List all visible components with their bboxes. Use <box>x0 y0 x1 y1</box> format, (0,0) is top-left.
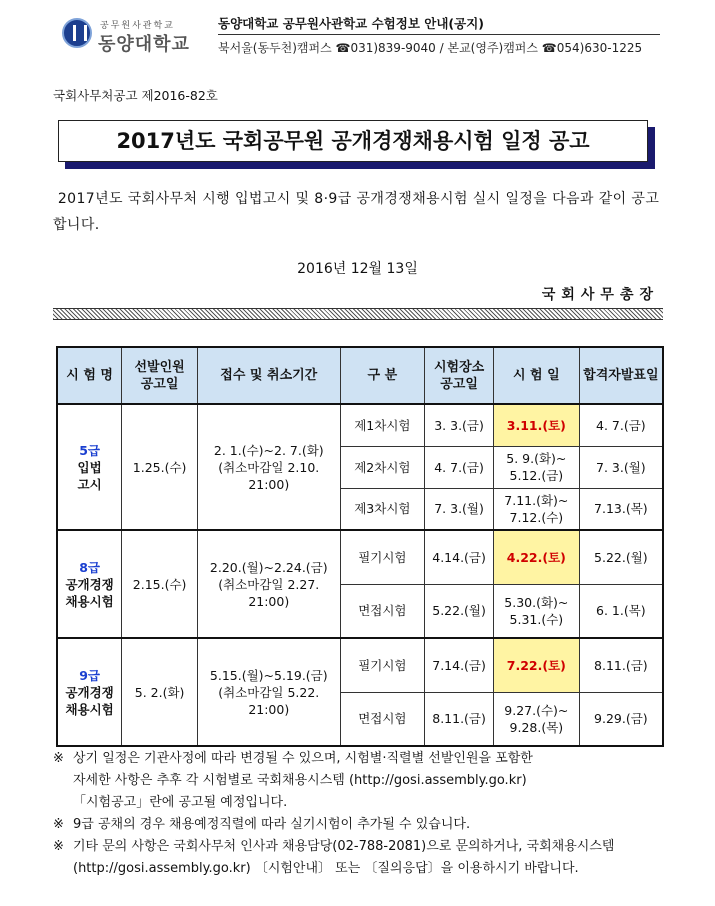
exam-name-line: 채용시험 <box>65 593 114 609</box>
venue-date-cell: 7. 3.(월) <box>425 488 494 530</box>
application-period-cell <box>197 530 340 638</box>
exam-name-line: 공개경쟁 <box>65 576 114 592</box>
cancel-deadline: (취소마감일 5.22. 21:00) <box>218 684 320 717</box>
notes-section <box>53 748 673 880</box>
table-row <box>57 530 663 584</box>
title-box <box>58 120 648 162</box>
table-row <box>57 638 663 692</box>
result-date-cell: 8.11.(금) <box>579 638 663 692</box>
header-heading: 동양대학교 공무원사관학교 수험정보 안내(공지) <box>218 16 484 31</box>
exam-level: 9급 <box>79 667 100 683</box>
hatched-divider <box>53 308 663 320</box>
application-period: 5.15.(월)~5.19.(금) <box>209 667 328 683</box>
cancel-deadline: (취소마감일 2.27. 21:00) <box>218 576 320 609</box>
application-period-cell <box>197 404 340 530</box>
column-header: 시험장소 공고일 <box>425 347 494 404</box>
note-text: 기타 문의 사항은 국회사무처 인사과 채용담당(02-788-2081)으로 문의하거나, 국회채용시스템 (http://gosi.assembly.go.kr) 〔시험안내〕 또는 〔질의응답〕을 이용하시기 바랍니다. <box>73 839 615 876</box>
result-date-cell: 4. 7.(금) <box>579 404 663 446</box>
column-header: 합격자발표일 <box>579 347 663 404</box>
announce-date-cell: 2.15.(수) <box>122 530 198 638</box>
column-header: 구 분 <box>340 347 425 404</box>
exam-type-cell: 면접시험 <box>340 692 425 746</box>
university-emblem-icon <box>62 18 92 48</box>
table-row <box>57 404 663 446</box>
intro-paragraph <box>53 186 663 238</box>
result-date-cell: 7.13.(목) <box>579 488 663 530</box>
exam-date-cell: 9.27.(수)~ 9.28.(목) <box>493 692 579 746</box>
notice-date: 2016년 12월 13일 <box>297 261 418 277</box>
result-date-cell: 5.22.(월) <box>579 530 663 584</box>
university-logo <box>62 14 212 54</box>
column-header: 시 험 일 <box>493 347 579 404</box>
exam-name-line: 입법 <box>77 459 102 475</box>
application-period-cell <box>197 638 340 746</box>
table-header-row <box>57 347 663 404</box>
notice-number: 국회사무처공고 제2016-82호 <box>53 88 218 103</box>
exam-name-line: 공개경쟁 <box>65 684 114 700</box>
exam-date-cell: 7.11.(화)~ 7.12.(수) <box>493 488 579 530</box>
note-text: 9급 공채의 경우 채용예정직렬에 따라 실기시험이 추가될 수 있습니다. <box>73 817 471 832</box>
note-item <box>53 748 673 814</box>
page-title: 2017년도 국회공무원 공개경쟁채용시험 일정 공고 <box>116 129 590 153</box>
venue-date-cell: 4. 7.(금) <box>425 446 494 488</box>
announce-date-cell: 1.25.(수) <box>122 404 198 530</box>
note-item <box>53 814 673 836</box>
note-marker: ※ <box>53 839 64 854</box>
column-header: 선발인원 공고일 <box>122 347 198 404</box>
cancel-deadline: (취소마감일 2.10. 21:00) <box>218 459 320 492</box>
exam-date-cell: 4.22.(토) <box>493 530 579 584</box>
venue-date-cell: 8.11.(금) <box>425 692 494 746</box>
venue-date-cell: 7.14.(금) <box>425 638 494 692</box>
header-info <box>218 14 660 56</box>
exam-name-cell <box>57 530 122 638</box>
result-date-cell: 6. 1.(목) <box>579 584 663 638</box>
exam-name-line: 고시 <box>77 476 102 492</box>
exam-level: 8급 <box>79 559 100 575</box>
result-date-cell: 9.29.(금) <box>579 692 663 746</box>
note-text: 상기 일정은 기관사정에 따라 변경될 수 있으며, 시험별·직렬별 선발인원을 포함한 자세한 사항은 추후 각 시험별로 국회채용시스템 (http://gosi.assembly.go.kr) 「시험공고」란에 공고될 예정입니다. <box>73 751 533 810</box>
exam-type-cell: 필기시험 <box>340 638 425 692</box>
schedule-table <box>56 346 664 747</box>
application-period: 2. 1.(수)~2. 7.(화) <box>213 442 324 458</box>
application-period: 2.20.(월)~2.24.(금) <box>209 559 328 575</box>
exam-name-line: 채용시험 <box>65 701 114 717</box>
exam-type-cell: 제1차시험 <box>340 404 425 446</box>
exam-name-cell <box>57 638 122 746</box>
exam-name-cell <box>57 404 122 530</box>
logo-title: 동양대학교 <box>98 34 190 55</box>
note-item <box>53 836 673 880</box>
header-divider <box>218 34 660 35</box>
intro-text: 2017년도 국회사무처 시행 입법고시 및 8·9급 공개경쟁채용시험 실시 일정을 다음과 같이 공고합니다. <box>53 191 660 233</box>
exam-type-cell: 필기시험 <box>340 530 425 584</box>
exam-date-cell: 7.22.(토) <box>493 638 579 692</box>
exam-type-cell: 제3차시험 <box>340 488 425 530</box>
announce-date-cell: 5. 2.(화) <box>122 638 198 746</box>
exam-level: 5급 <box>79 442 100 458</box>
exam-type-cell: 제2차시험 <box>340 446 425 488</box>
note-marker: ※ <box>53 751 64 766</box>
venue-date-cell: 5.22.(월) <box>425 584 494 638</box>
exam-type-cell: 면접시험 <box>340 584 425 638</box>
venue-date-cell: 3. 3.(금) <box>425 404 494 446</box>
header-contacts: 북서울(동두천)캠퍼스 ☎031)839-9040 / 본교(영주)캠퍼스 ☎054)630-1225 <box>218 41 643 55</box>
venue-date-cell: 4.14.(금) <box>425 530 494 584</box>
issuer: 국회사무총장 <box>541 287 659 303</box>
result-date-cell: 7. 3.(월) <box>579 446 663 488</box>
note-marker: ※ <box>53 817 64 832</box>
logo-subtitle: 공무원사관학교 <box>100 21 175 31</box>
column-header: 시 험 명 <box>57 347 122 404</box>
exam-date-cell: 5.30.(화)~ 5.31.(수) <box>493 584 579 638</box>
exam-date-cell: 3.11.(토) <box>493 404 579 446</box>
exam-date-cell: 5. 9.(화)~ 5.12.(금) <box>493 446 579 488</box>
column-header: 접수 및 취소기간 <box>197 347 340 404</box>
